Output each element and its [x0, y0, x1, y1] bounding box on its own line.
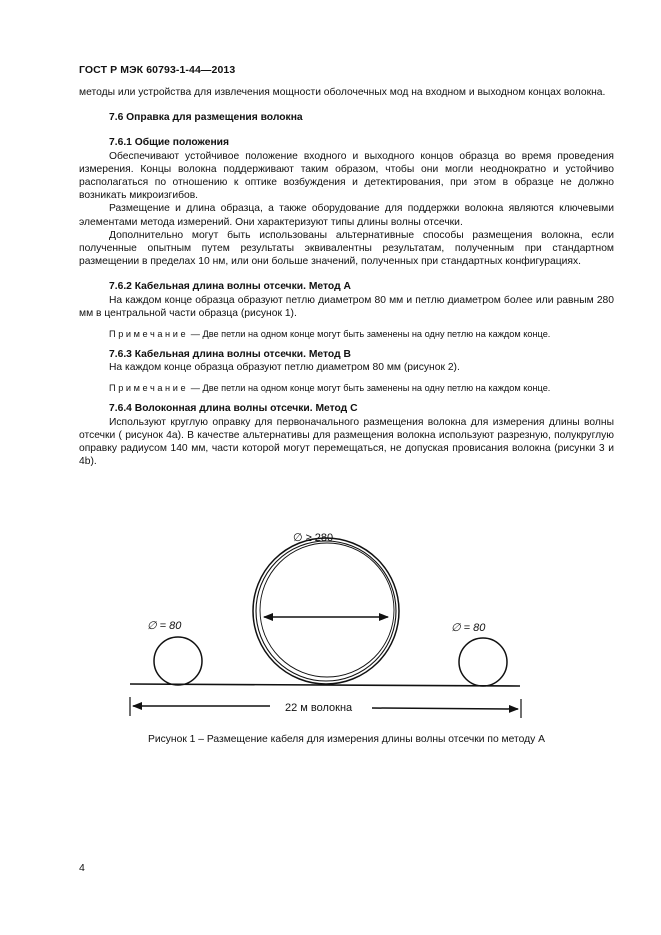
label-right-diameter: ∅ = 80: [451, 622, 486, 634]
note-1-text: — Две петли на одном конце могут быть заменены на одну петлю на каждом конце.: [188, 329, 551, 340]
section-7-6-3-heading: 7.6.3 Кабельная длина волны отсечки. Метод В: [109, 349, 351, 361]
section-7-6-2-paragraph: На каждом конце образца образуют петлю диаметром 80 мм и петлю диаметром более или равным 280 мм в центральной части образца (рисунок 1).: [79, 294, 614, 319]
section-7-6-1-heading: 7.6.1 Общие положения: [109, 137, 229, 149]
note-2-text: — Две петли на одном конце могут быть заменены на одну петлю на каждом конце.: [188, 383, 551, 394]
document-header: ГОСТ Р МЭК 60793-1-44—2013: [79, 64, 236, 76]
page-number: 4: [79, 862, 85, 874]
section-7-6-1-paragraph-1: Обеспечивают устойчивое положение входного и выходного концов образца во время проведения измерения. Концы волокна поддерживают таким образом, чтобы они могли неоднократно и устойчиво располагаться по отношению к оптике возбуждения и детектирования, при этом в образце не должно возникать микроизгибов.: [79, 150, 614, 202]
section-7-6-2-heading: 7.6.2 Кабельная длина волны отсечки. Метод А: [109, 281, 351, 293]
length-arrow-right: [372, 708, 518, 709]
section-7-6-4-paragraph: Используют круглую оправку для первоначального размещения волокна для измерения длины волны отсечки ( рисунок 4а). В качестве альтернативы для размещения волокна используют разрезную, полукруглую оправку радиусом 140 мм, части которой могут перемещаться, не допуская провисания волокна (рисунки 3 и 4b).: [79, 416, 614, 468]
large-loop: [253, 538, 399, 684]
left-small-loop: [154, 637, 202, 685]
label-large-diameter: ∅ ≥ 280: [293, 532, 334, 544]
label-left-diameter: ∅ = 80: [147, 620, 182, 632]
note-2-label: Примечание: [109, 383, 189, 394]
section-7-6-1-paragraph-2: Размещение и длина образца, а также оборудование для поддержки волокна являются ключевыми элементами метода измерений. Они характеризуют типы длины волны отсечки.: [79, 203, 614, 228]
figure-1-caption: Рисунок 1 – Размещение кабеля для измерения длины волны отсечки по методу А: [147, 734, 546, 745]
section-7-6-1-paragraph-3: Дополнительно могут быть использованы альтернативные способы размещения волокна, если полученные опытным путем результаты эквивалентны результатам, полученным при стандартном размещении в пределах 10 нм, или они больше значений, полученных при стандартных конфигурациях.: [79, 229, 614, 268]
note-1-label: Примечание: [109, 329, 189, 340]
section-7-6-3-paragraph: На каждом конце образца образуют петлю диаметром 80 мм (рисунок 2).: [109, 362, 460, 374]
intro-paragraph: методы или устройства для извлечения мощности оболочечных мод на входном и выходном концах волокна.: [79, 87, 606, 98]
section-7-6-heading: 7.6 Оправка для размещения волокна: [109, 112, 303, 124]
label-fiber-length: 22 м волокна: [285, 702, 353, 714]
right-small-loop: [459, 638, 507, 686]
section-7-6-4-heading: 7.6.4 Волоконная длина волны отсечки. Метод С: [109, 403, 358, 415]
